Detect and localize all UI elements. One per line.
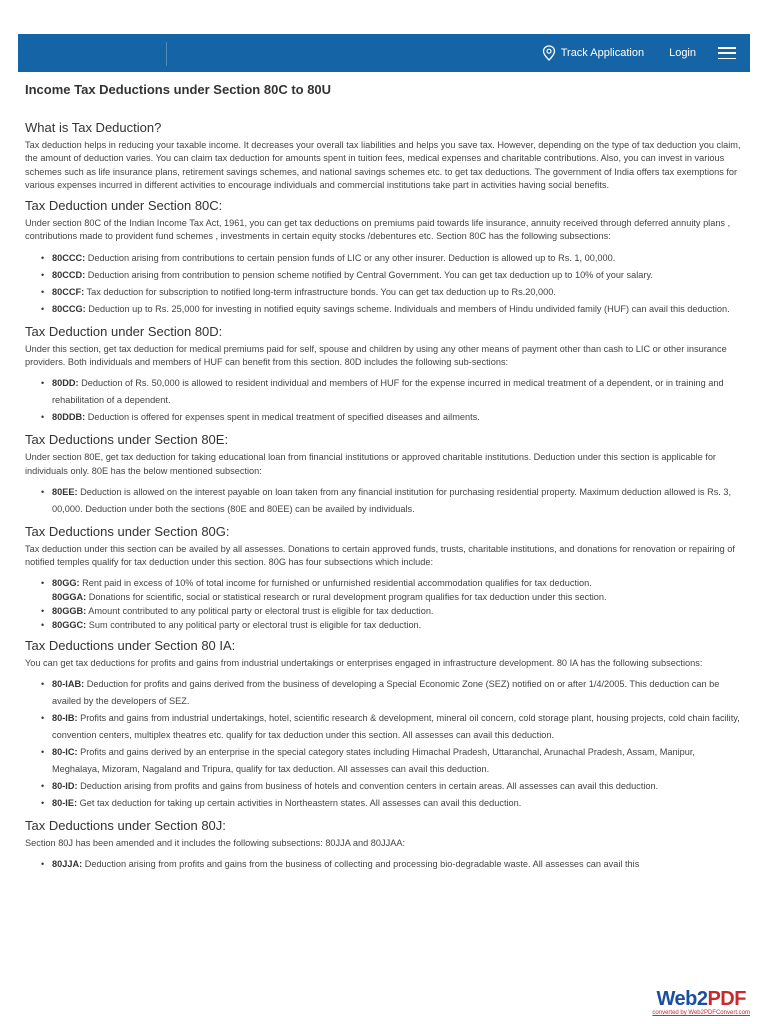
subsection-item xyxy=(52,409,743,426)
subsection-list xyxy=(25,375,743,426)
section-heading: Tax Deductions under Section 80 IA: xyxy=(25,637,236,653)
subsection-item xyxy=(52,301,743,318)
subsection-text: Deduction up to Rs. 25,000 for investing in notified equity savings scheme. Individuals and members of Hindu undivided family (HUF) can avail this deduction. xyxy=(85,303,730,314)
section-paragraph: Section 80J has been amended and it includes the following subsections: 80JJA and 80JJAA: xyxy=(25,837,405,848)
nav-divider xyxy=(166,42,167,66)
subsection-item xyxy=(52,590,743,604)
subsection-code: 80CCF: xyxy=(52,286,85,297)
subsection-text: Profits and gains derived by an enterprise in the special category states including Himachal Pradesh, Uttaranchal, Arunachal Pradesh, Assam, Manipur, Meghalaya, Mizoram, Nagaland and Tripura, qualify for tax deduction. All assesses can avail this deduction. xyxy=(52,746,695,774)
subsection-item xyxy=(52,267,743,284)
subsection-text: Deduction arising from profits and gains from the business of collecting and processing bio-degradable waste. All assesses can avail this xyxy=(82,859,640,870)
subsection-item xyxy=(52,795,743,812)
web2pdf-watermark[interactable] xyxy=(652,989,750,1017)
subsection-item xyxy=(52,676,743,710)
subsection-text: Profits and gains from industrial undertakings, hotel, scientific research & development, mineral oil concern, cold storage plant, housing projects, cold chain facility, convention centers, multiplex theatres etc. qualify for tax deduction under this section. All assesses can avail this deduction. xyxy=(52,712,740,740)
subsection-item xyxy=(52,618,743,632)
subsection-text: Deduction arising from profits and gains from business of hotels and convention centers in certain areas. All assesses can avail this deduction. xyxy=(77,780,659,791)
subsection-item xyxy=(52,778,743,795)
subsection-code: 80-IAB: xyxy=(52,678,85,689)
subsection-code: 80DD: xyxy=(52,378,79,389)
section xyxy=(25,818,743,873)
subsection-item xyxy=(52,710,743,744)
section-paragraph: Tax deduction helps in reducing your taxable income. It decreases your overall tax liabilities and helps you save tax. However, depending on the type of tax deduction you claim, the amount of deduction varies. You can claim tax deduction for amounts spent in tuition fees, medical expenses and charitable contributions. Also, you can invest in various schemes such as life insurance plans, retirement savings schemes, and national savings schemes etc. to get tax deductions. The government of India offers tax exemptions for various expenses incurred in different activities to encourage individuals and commercial institutions take part in activities having social benefits. xyxy=(25,140,741,190)
subsection-text: Get tax deduction for taking up certain activities in Northeastern states. All assesses can avail this deduction. xyxy=(77,797,522,808)
subsection-code: 80GGB: xyxy=(52,605,87,616)
subsection-text: Donations for scientific, social or statistical research or rural development program qualifies for tax deduction under this section. xyxy=(86,591,607,602)
subsection-code: 80GGA: xyxy=(52,591,87,602)
section-paragraph: Under section 80E, get tax deduction for taking educational loan from financial institutions or approved charitable institutions. Deduction under this section is applicable for individuals only. 80E has the below mentioned subsection: xyxy=(25,452,716,476)
subsection-item xyxy=(52,744,743,778)
subsection-text: Deduction for profits and gains derived from the business of developing a Special Economic Zone (SEZ) notified on or after 1/4/2005. This deduction can be availed by the developers of SEZ. xyxy=(52,678,720,706)
section-paragraph: Under this section, get tax deduction for medical premiums paid for self, spouse and children by using any other means of payment other than cash to LIC or other insurance providers. Both individuals and members of HUF can benefit from this section. 80D includes the following sub-sections: xyxy=(25,343,727,368)
subsection-item xyxy=(52,484,743,518)
subsection-code: 80-ID: xyxy=(52,780,78,791)
subsection-list xyxy=(25,484,743,518)
subsection-code: 80CCG: xyxy=(52,303,86,314)
track-application-label: Track Application xyxy=(560,47,645,59)
nav-right xyxy=(542,34,736,72)
section-paragraph: You can get tax deductions for profits and gains from industrial undertakings or enterprises engaged in infrastructure development. 80 IA has the following subsections: xyxy=(25,657,703,668)
section-heading: Tax Deduction under Section 80D: xyxy=(25,323,223,339)
hamburger-menu-icon[interactable] xyxy=(718,47,736,59)
section xyxy=(25,638,743,812)
subsection-text: Amount contributed to any political party or electoral trust is eligible for tax deduction. xyxy=(86,605,434,616)
subsection-item xyxy=(52,576,743,590)
section-heading: Tax Deduction under Section 80C: xyxy=(25,198,223,214)
subsection-code: 80JJA: xyxy=(52,859,83,870)
section-heading: Tax Deductions under Section 80G: xyxy=(25,523,230,539)
section-paragraph: Tax deduction under this section can be availed by all assesses. Donations to certain approved funds, trusts, charitable institutions, and donations for renovation or repairing of notified temples qualify for tax deduction under this section. 80G has four subsections which include: xyxy=(25,543,735,568)
subsection-code: 80GGC: xyxy=(52,619,87,630)
subsection-text: Deduction arising from contribution to pension scheme notified by Central Government. You can get tax deduction up to 10% of your salary. xyxy=(85,269,653,280)
subsection-list xyxy=(25,576,743,632)
subsection-code: 80EE: xyxy=(52,486,78,497)
subsection-text: Deduction is allowed on the interest payable on loan taken from any financial institution for purchasing residential property. Maximum deduction allowed is Rs. 3, 00,000. Deduction under both the sections (80E and 80EE) can be availed by individuals. xyxy=(52,486,732,514)
subsection-list xyxy=(25,856,743,873)
subsection-text: Sum contributed to any political party or electoral trust is eligible for tax deduction. xyxy=(86,619,422,630)
subsection-code: 80-IB: xyxy=(52,712,78,723)
subsection-text: Deduction of Rs. 50,000 is allowed to resident individual and members of HUF for the expense incurred in medical treatment of a dependent, or in training and rehabilitation of a dependent. xyxy=(52,378,724,406)
subsection-code: 80-IE: xyxy=(52,797,78,808)
section xyxy=(25,324,743,427)
location-pin-icon xyxy=(542,45,556,61)
subsection-code: 80-IC: xyxy=(52,746,78,757)
subsection-code: 80CCC: xyxy=(52,252,86,263)
subsection-item xyxy=(52,604,743,618)
track-application-link[interactable] xyxy=(542,45,644,61)
subsection-text: Tax deduction for subscription to notified long-term infrastructure bonds. You can get tax deduction up to Rs.20,000. xyxy=(84,286,556,297)
subsection-item xyxy=(52,284,743,301)
subsection-text: Rent paid in excess of 10% of total income for furnished or unfurnished residential accommodation qualifies for tax deduction. xyxy=(79,577,592,588)
subsection-list xyxy=(25,676,743,812)
section-heading: Tax Deductions under Section 80J: xyxy=(25,817,226,833)
subsection-text: Deduction is offered for expenses spent in medical treatment of specified diseases and ailments. xyxy=(85,412,480,423)
subsection-list xyxy=(25,250,743,318)
subsection-item xyxy=(52,250,743,267)
section-heading: What is Tax Deduction? xyxy=(25,120,162,135)
section xyxy=(25,432,743,518)
section-paragraph: Under section 80C of the Indian Income Tax Act, 1961, you can get tax deductions on premiums paid towards life insurance, annuity received through deferred annuity plans , contributions made to provident fund schemes , investments in certain equity stocks /debentures etc. Section 80C has the following subsections: xyxy=(25,218,731,242)
subsection-item xyxy=(52,375,743,409)
article-content xyxy=(25,82,743,879)
web2pdf-logo: Web2PDF xyxy=(656,988,746,1010)
top-navbar xyxy=(18,34,750,72)
login-link[interactable]: Login xyxy=(669,47,696,59)
section xyxy=(25,120,743,192)
subsection-item xyxy=(52,856,743,873)
subsection-code: 80CCD: xyxy=(52,269,86,280)
subsection-code: 80DDB: xyxy=(52,412,86,423)
section-heading: Tax Deductions under Section 80E: xyxy=(25,432,229,448)
subsection-text: Deduction arising from contributions to certain pension funds of LIC or any other insurer. Deduction is allowed up to Rs. 1, 00,000. xyxy=(85,252,616,263)
page-title: Income Tax Deductions under Section 80C to 80U xyxy=(25,82,332,97)
web2pdf-link[interactable]: converted by Web2PDFConvert.com xyxy=(652,1010,750,1016)
sections-container xyxy=(25,120,743,873)
subsection-code: 80GG: xyxy=(52,577,80,588)
section xyxy=(25,524,743,632)
section xyxy=(25,198,743,318)
